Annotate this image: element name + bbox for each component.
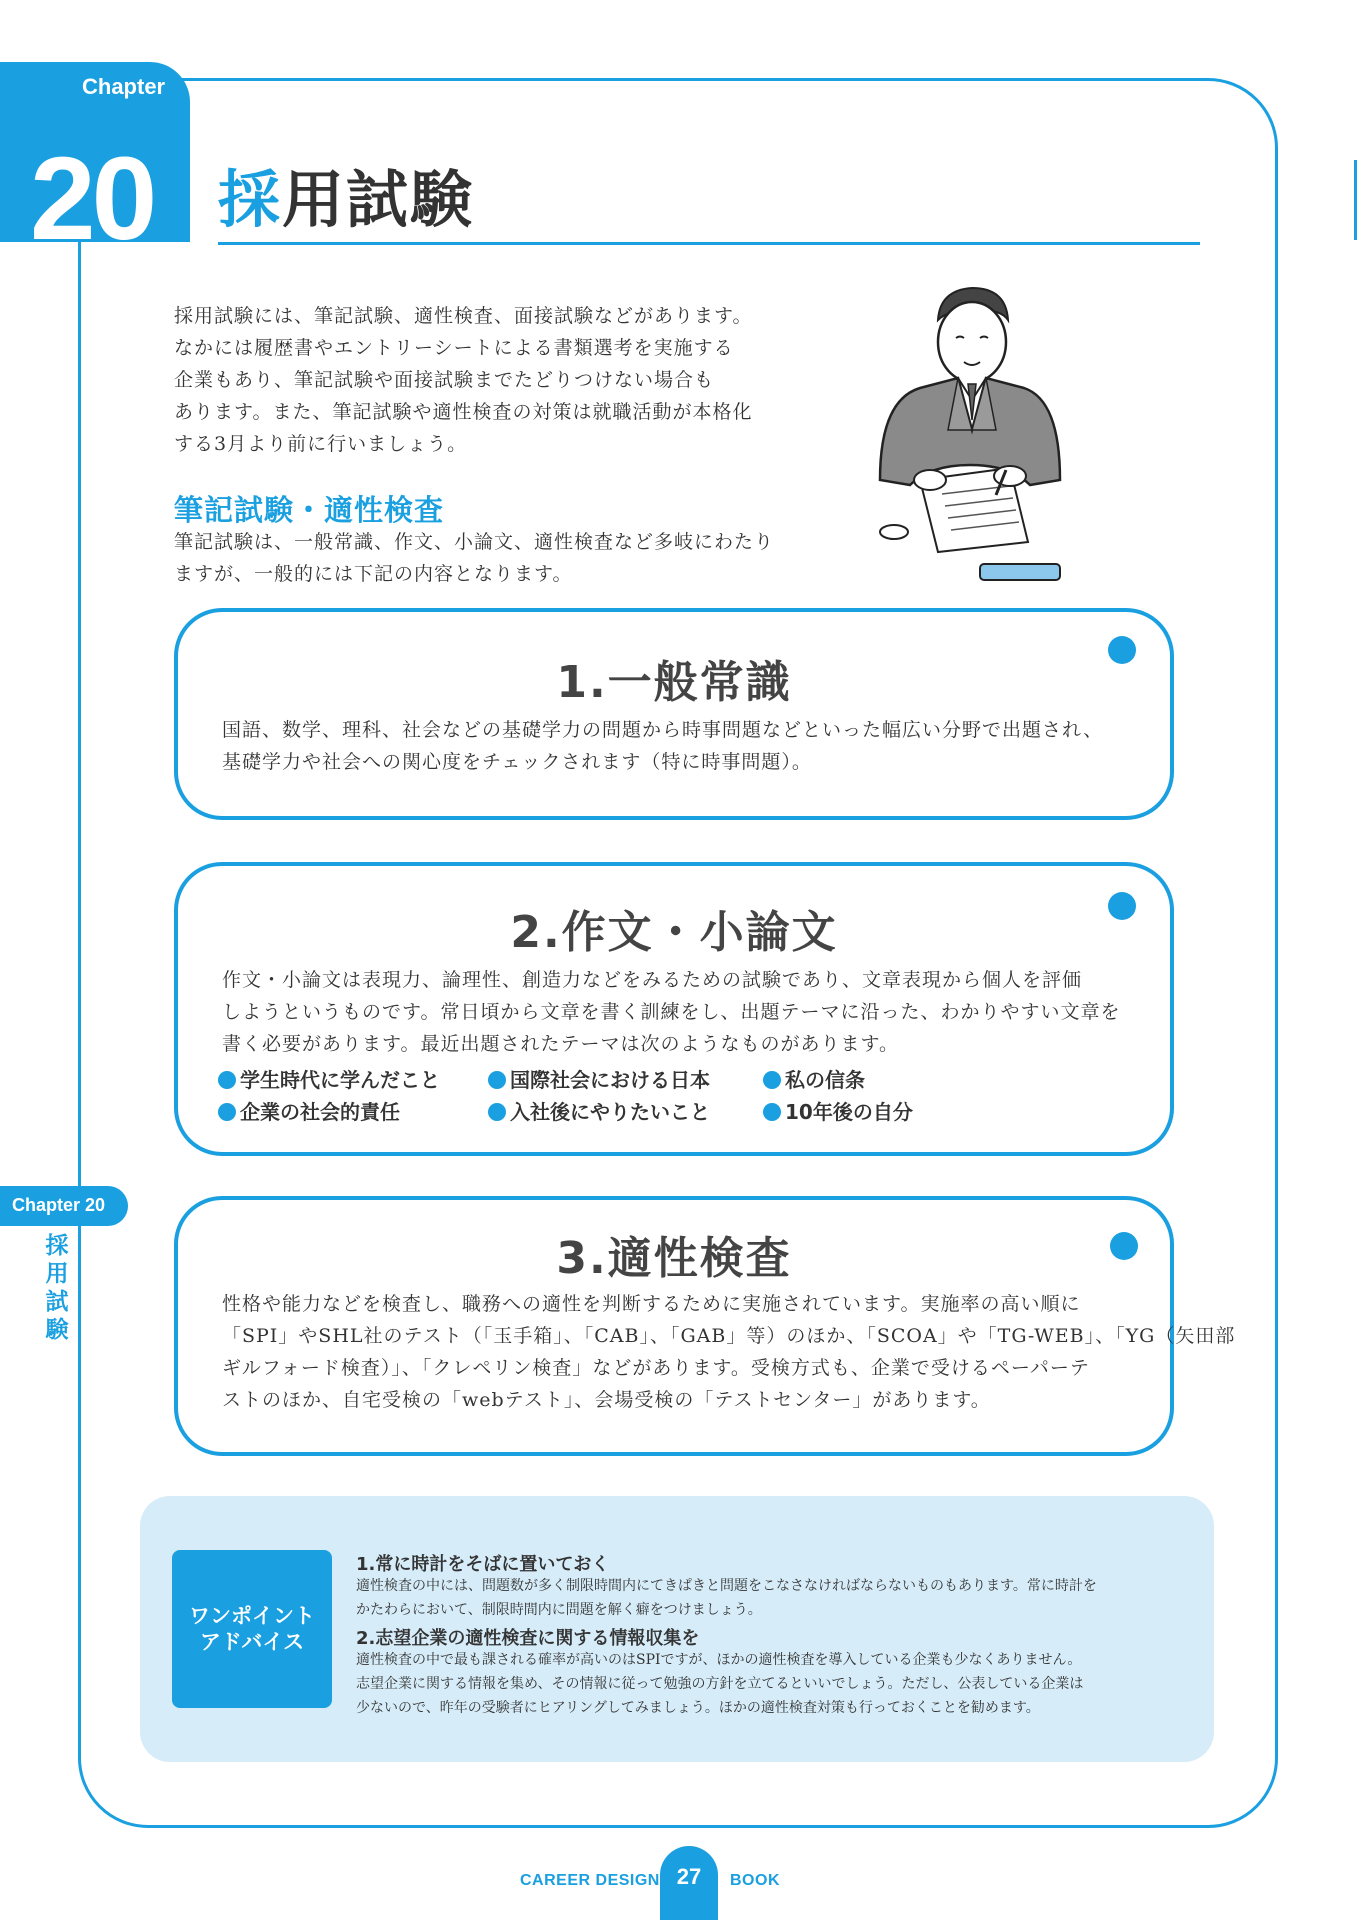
box-line: 国語、数学、理科、社会などの基礎学力の問題から時事問題などといった幅広い分野で出題され、 (222, 719, 1104, 741)
section-line: ますが、一般的には下記の内容となります。 (174, 563, 573, 585)
essay-topic: 私の信条 (763, 1066, 1023, 1094)
advice-badge (172, 1550, 332, 1708)
businessman-writing-illustration (860, 280, 1080, 590)
topic-box-essay (174, 862, 1174, 1156)
advice-line: かたわらにおいて、制限時間内に問題を解く癖をつけましょう。 (356, 1602, 762, 1618)
advice-line: 志望企業に関する情報を集め、その情報に従って勉強の方針を立てるといいでしょう。ただし、公表している企業は (356, 1676, 1084, 1692)
essay-topics-list (218, 1066, 1023, 1126)
bullet-icon (488, 1103, 506, 1121)
section-line: 筆記試験は、一般常識、作文、小論文、適性検査など多岐にわたり (174, 531, 775, 553)
footer-brand-right: BOOK (730, 1872, 780, 1889)
intro-line: あります。また、筆記試験や適性検査の対策は就職活動が本格化 (174, 401, 753, 423)
topic-box-aptitude-test (174, 1196, 1236, 1456)
box-body (222, 964, 1302, 1060)
topic-box-general-knowledge (174, 608, 1174, 820)
advice-line: 適性検査の中で最も課される確率が高いのはSPIですが、ほかの適性検査を導入している企業も少なくありません。 (356, 1652, 1082, 1668)
section-text (174, 526, 814, 590)
advice-badge-line: ワンポイント (189, 1604, 315, 1628)
bullet-icon (763, 1071, 781, 1089)
advice-line: 少ないので、昨年の受験者にヒアリングしてみましょう。ほかの適性検査対策も行っておくことを勧めます。 (356, 1700, 1040, 1716)
box-line: 基礎学力や社会への関心度をチェックされます（特に時事問題）。 (222, 751, 812, 773)
page-title-rest: 用試験 (282, 163, 475, 236)
box-title: 3.適性検査 (556, 1233, 792, 1284)
box-line: 作文・小論文は表現力、論理性、創造力などをみるための試験であり、文章表現から個人を評価 (222, 969, 1083, 991)
chapter-label: Chapter (82, 74, 166, 99)
advice-badge-line: アドバイス (199, 1630, 305, 1654)
advice-item-text (356, 1574, 1186, 1622)
advice-item-text (356, 1648, 1186, 1720)
box-line: しようというものです。常日頃から文章を書く訓練をし、出題テーマに沿った、わかりやすい文章を (222, 1001, 1121, 1023)
bullet-icon (763, 1103, 781, 1121)
intro-line: する3月より前に行いましょう。 (174, 433, 468, 455)
box-line: 性格や能力などを検査し、職務への適性を判断するために実施されています。実施率の高い順に (222, 1293, 1081, 1315)
essay-topic: 企業の社会的責任 (218, 1098, 488, 1126)
chapter-number: 20 (30, 133, 154, 265)
essay-topic: 国際社会における日本 (488, 1066, 763, 1094)
intro-line: なかには履歴書やエントリーシートによる書類選考を実施する (174, 337, 734, 359)
edge-mark (1354, 160, 1357, 240)
page-title (218, 160, 474, 240)
advice-item-title: 2.志望企業の適性検査に関する情報収集を (356, 1628, 700, 1649)
page-title-accent: 採 (218, 163, 283, 236)
intro-line: 企業もあり、筆記試験や面接試験までたどりつけない場合も (174, 369, 715, 391)
side-chapter-label: Chapter 20 (12, 1195, 106, 1215)
essay-topic: 入社後にやりたいこと (488, 1098, 763, 1126)
page-number: 27 (676, 1864, 702, 1889)
box-line: ギルフォード検査）」、「クレペリン検査」などがあります。受検方式も、企業で受けるペーパーテ (222, 1357, 1090, 1379)
footer-brand-left: CAREER DESIGN (520, 1872, 660, 1889)
box-title: 2.作文・小論文 (510, 907, 838, 958)
section-heading: 筆記試験・適性検査 (174, 493, 445, 527)
box-line: 「SPI」やSHL社のテスト（「玉手箱」、「CAB」、「GAB」等）のほか、「SCOA」や「TG-WEB」、「YG（矢田部 (222, 1325, 1236, 1347)
bullet-icon (218, 1071, 236, 1089)
intro-line: 採用試験には、筆記試験、適性検査、面接試験などがあります。 (174, 305, 753, 327)
intro-paragraph (174, 300, 794, 460)
essay-topic: 10年後の自分 (763, 1098, 1023, 1126)
advice-line: 適性検査の中には、問題数が多く制限時間内にてきぱきと問題をこなさなければならないものもあります。常に時計を (356, 1578, 1097, 1594)
box-line: ストのほか、自宅受検の「webテスト」、会場受検の「テストセンター」があります。 (222, 1389, 991, 1411)
box-title: 1.一般常識 (556, 657, 792, 708)
title-rule (218, 242, 1200, 245)
box-line: 書く必要があります。最近出題されたテーマは次のようなものがあります。 (222, 1033, 899, 1055)
box-body (222, 1288, 1302, 1416)
bullet-icon (218, 1103, 236, 1121)
bullet-icon (488, 1071, 506, 1089)
essay-topic: 学生時代に学んだこと (218, 1066, 488, 1094)
box-body (222, 714, 1302, 778)
side-vertical-title: 採用試験 (45, 1233, 69, 1343)
advice-item-title: 1.常に時計をそばに置いておく (356, 1554, 610, 1575)
